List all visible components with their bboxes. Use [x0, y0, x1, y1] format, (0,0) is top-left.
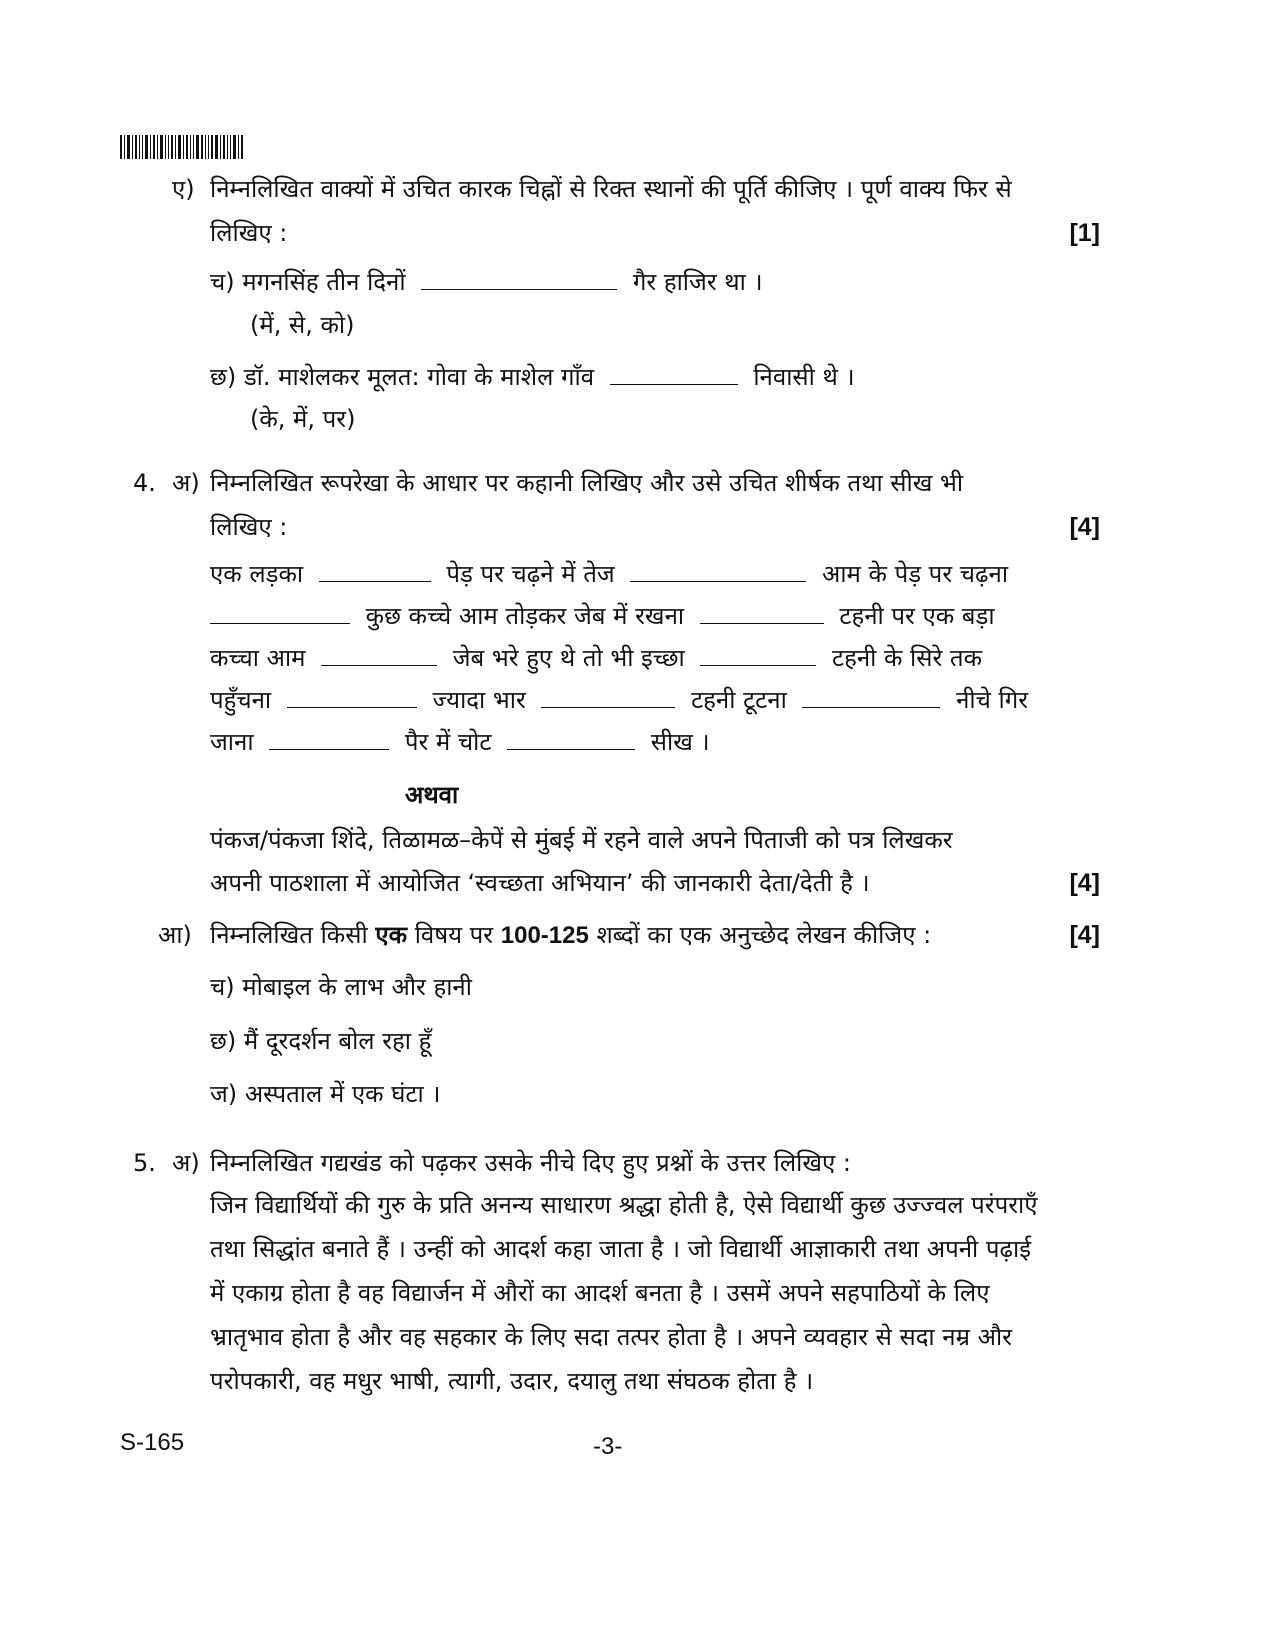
- item-text-before: डॉ. माशेलकर मूलत: गोवा के माशेल गाँव: [243, 363, 595, 391]
- barcode: [120, 135, 260, 159]
- outline-line-3: [210, 641, 982, 675]
- q3e-instruction-line2: लिखिए :: [210, 219, 288, 247]
- fill-blank: [269, 729, 389, 750]
- q3e-marks: [1]: [1069, 219, 1100, 247]
- instruction-text: विषय पर: [414, 921, 494, 949]
- paper-code: S-165: [120, 1429, 185, 1456]
- item-label: छ): [210, 363, 237, 391]
- passage-line: भ्रातृभाव होता है और वह सहकार के लिए सदा तत्पर होता है । अपने व्यवहार से सदा नम्र और: [210, 1323, 1012, 1351]
- outline-line-4: [210, 683, 1028, 717]
- topic-item-1: [210, 970, 472, 1004]
- fill-blank: [700, 645, 816, 666]
- item-text-after: निवासी थे ।: [753, 363, 855, 391]
- instruction-text: शब्दों का एक अनुच्छेद लेखन कीजिए :: [596, 921, 932, 949]
- q5-number: 5.: [133, 1149, 156, 1177]
- outline-phrase: जेब भरे हुए थे तो भी इच्छा: [452, 644, 685, 672]
- page-number: -3-: [593, 1433, 623, 1460]
- passage-line: तथा सिद्धांत बनाते हैं । उन्हीं को आदर्श कहा जाता है । जो विद्यार्थी आज्ञाकारी तथा अपनी पढ़ाई: [210, 1235, 1032, 1263]
- passage: [210, 1183, 1038, 1403]
- or-heading: अथवा: [405, 781, 459, 809]
- topic-label: छ): [210, 1027, 237, 1055]
- q4aa-label: आ): [158, 921, 192, 949]
- passage-line: जिन विद्यार्थियों की गुरु के प्रति अनन्य साधारण श्रद्धा होती है, ऐसे विद्यार्थी कुछ उज्ज्वल परंपराएँ: [210, 1191, 1038, 1219]
- outline-line-1: [210, 557, 1008, 591]
- q4a-instruction-line1: निम्नलिखित रूपरेखा के आधार पर कहानी लिखिए और उसे उचित शीर्षक तथा सीख भी: [210, 469, 964, 497]
- fill-blank: [700, 603, 824, 624]
- q4-number: 4.: [133, 469, 156, 497]
- outline-phrase: ज्यादा भार: [432, 686, 526, 714]
- letter-line2: अपनी पाठशाला में आयोजित ‘स्वच्छता अभियान’ की जानकारी देता/देती है ।: [210, 869, 870, 897]
- q3e-instruction-line1: निम्नलिखित वाक्यों में उचित कारक चिह्नों से रिक्त स्थानों की पूर्ति कीजिए । पूर्ण वाक्य फिर से: [210, 175, 1012, 203]
- outline-phrase: पहुँचना: [210, 686, 272, 714]
- outline-line-5: [210, 725, 710, 759]
- fill-blank: [319, 561, 431, 582]
- outline-phrase: पेड़ पर चढ़ने में तेज: [446, 560, 615, 588]
- outline-phrase: पैर में चोट: [404, 728, 492, 756]
- q4a-instruction-line2: लिखिए :: [210, 513, 288, 541]
- q3e-item-ch-options: (में, से, को): [250, 311, 355, 339]
- passage-line: में एकाग्र होता है वह विद्यार्जन में औरों का आदर्श बनता है । उसमें अपने सहपाठियों के लिए: [210, 1279, 990, 1307]
- q5a-label: अ): [172, 1149, 200, 1177]
- topic-label: ज): [210, 1080, 238, 1108]
- q4aa-marks: [4]: [1069, 921, 1100, 949]
- outline-phrase: कच्चा आम: [210, 644, 306, 672]
- outline-phrase: सीख ।: [650, 728, 710, 756]
- fill-blank: [287, 687, 417, 708]
- outline-phrase: जाना: [210, 728, 254, 756]
- fill-blank: [802, 687, 940, 708]
- fill-blank: [507, 729, 635, 750]
- outline-phrase: कुछ कच्चे आम तोड़कर जेब में रखना: [365, 602, 685, 630]
- outline-phrase: आम के पेड़ पर चढ़ना: [822, 560, 1009, 588]
- outline-phrase: नीचे गिर: [956, 686, 1029, 714]
- instruction-text: निम्नलिखित किसी: [210, 921, 368, 949]
- letter-line1: पंकज/पंकजा शिंदे, तिळामळ–केपें से मुंबई में रहने वाले अपने पिताजी को पत्र लिखकर: [210, 826, 953, 854]
- topic-text: मैं दूरदर्शन बोल रहा हूँ: [243, 1027, 432, 1055]
- item-label: च): [210, 268, 235, 296]
- outline-phrase: एक लड़का: [210, 560, 304, 588]
- outline-phrase: टहनी पर एक बड़ा: [839, 602, 995, 630]
- fill-blank: [610, 364, 738, 385]
- q3e-item-chh-options: (के, में, पर): [250, 405, 356, 433]
- letter-marks: [4]: [1069, 869, 1100, 897]
- q4a-label: अ): [172, 469, 200, 497]
- topic-text: अस्पताल में एक घंटा ।: [244, 1080, 441, 1108]
- q4aa-instruction: [210, 918, 931, 953]
- fill-blank: [541, 687, 675, 708]
- fill-blank: [421, 269, 617, 290]
- topic-item-3: [210, 1077, 440, 1111]
- fill-blank: [210, 603, 350, 624]
- fill-blank: [630, 561, 806, 582]
- word-count: 100-125: [500, 922, 589, 949]
- item-text-after: गैर हाजिर था ।: [632, 268, 763, 296]
- outline-phrase: टहनी के सिरे तक: [831, 644, 983, 672]
- instruction-emphasis: एक: [375, 921, 408, 949]
- topic-text: मोबाइल के लाभ और हानी: [242, 973, 472, 1001]
- outline-phrase: टहनी टूटना: [691, 686, 787, 714]
- q3e-item-chh: [210, 360, 855, 394]
- outline-line-2: [210, 599, 995, 633]
- q4a-marks: [4]: [1069, 513, 1100, 541]
- q5a-instruction: निम्नलिखित गद्यखंड को पढ़कर उसके नीचे दिए हुए प्रश्नों के उत्तर लिखिए :: [210, 1149, 851, 1177]
- item-text-before: मगनसिंह तीन दिनों: [242, 268, 406, 296]
- fill-blank: [321, 645, 437, 666]
- passage-line: परोपकारी, वह मधुर भाषी, त्यागी, उदार, दयालु तथा संघठक होता है ।: [210, 1367, 814, 1395]
- topic-item-2: [210, 1024, 431, 1058]
- q3e-label: ए): [172, 175, 195, 203]
- q3e-item-ch: [210, 265, 763, 299]
- topic-label: च): [210, 973, 235, 1001]
